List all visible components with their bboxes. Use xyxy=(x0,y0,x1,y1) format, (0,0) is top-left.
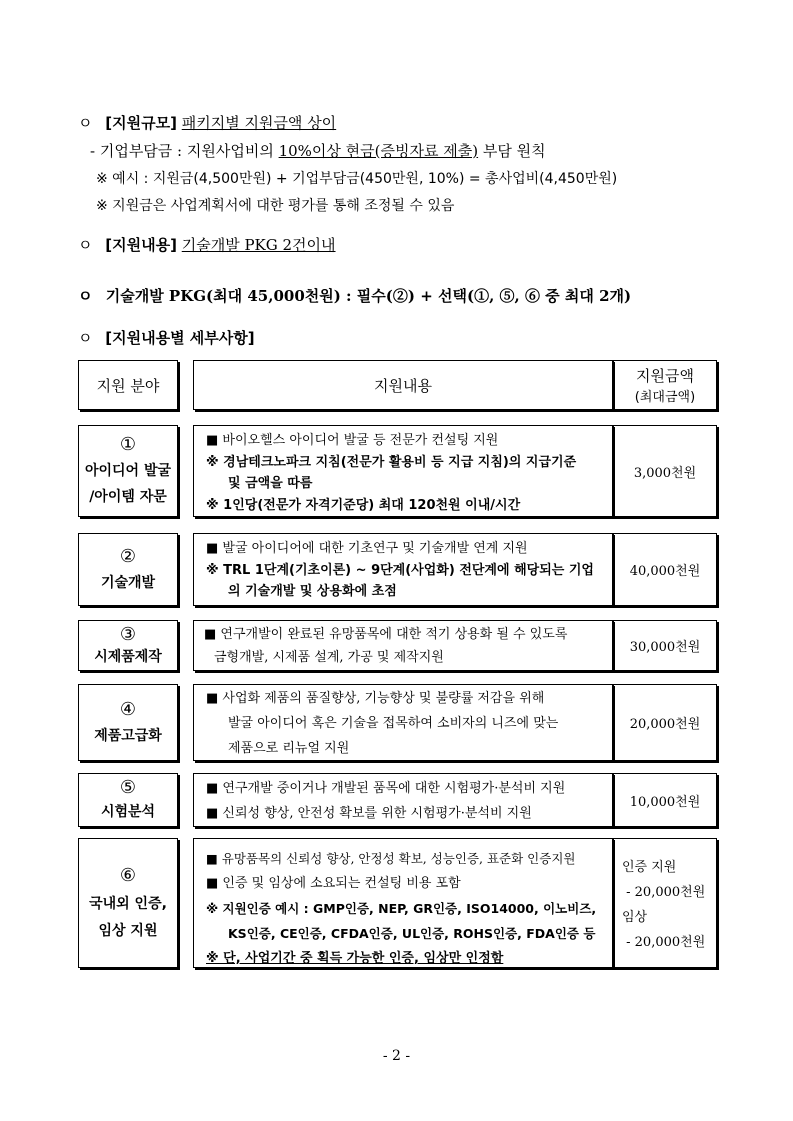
header-content xyxy=(193,360,613,410)
amount-line: - 20,000천원 xyxy=(622,885,706,900)
row-content-1 xyxy=(193,425,613,517)
row-name: 임상 지원 xyxy=(98,923,158,939)
list-item: ■ 유망품목의 신뢰성 향상, 안정성 확보, 성능인증, 표준화 인증지원 xyxy=(206,851,576,866)
bullet: ㅇ xyxy=(78,287,93,305)
header-amount-sub: (최대금액) xyxy=(634,390,696,405)
list-item: ■ 인증 및 임상에 소요되는 컨설팅 비용 포함 xyxy=(206,876,461,891)
row-name: 기술개발 xyxy=(100,574,156,591)
amount-value: 40,000천원 xyxy=(629,564,701,579)
row-number: ⑤ xyxy=(119,777,137,798)
row-field-5 xyxy=(78,773,178,827)
list-item: 제품으로 리뉴얼 지원 xyxy=(228,741,350,756)
bullet: ㅇ xyxy=(78,114,93,132)
bullet: ㅇ xyxy=(78,236,93,254)
header-amount xyxy=(613,360,717,410)
list-item: KS인증, CE인증, CFDA인증, UL인증, ROHS인증, FDA인증 등 xyxy=(228,926,596,941)
list-item: ※ 지원인증 예시 : GMP인증, NEP, GR인증, ISO14000, 이노비즈, xyxy=(206,901,597,916)
content-label: [지원내용] xyxy=(105,236,177,254)
row-amount-4 xyxy=(613,684,717,761)
row-amount-5 xyxy=(613,773,717,827)
list-item: 및 금액을 따름 xyxy=(228,476,313,491)
list-item: ■ 신뢰성 향상, 안전성 확보를 위한 시험평가·분석비 지원 xyxy=(206,806,532,821)
adjust-note: ※ 지원금은 사업계획서에 대한 평가를 통해 조정될 수 있음 xyxy=(96,198,455,214)
list-item: ■ 연구개발이 완료된 유망품목에 대한 적기 상용화 될 수 있도록 xyxy=(204,627,568,642)
content-value: 기술개발 PKG 2건이내 xyxy=(181,236,336,254)
row-amount-6 xyxy=(613,838,717,968)
example-note: ※ 예시 : 지원금(4,500만원) + 기업부담금(450만원, 10%) = 총사업비(4,450만원) xyxy=(96,171,618,187)
row-amount-2 xyxy=(613,533,717,606)
page-number: - 2 - xyxy=(382,1048,411,1064)
row-number: ① xyxy=(119,434,137,455)
content-line xyxy=(78,234,336,255)
row-number: ④ xyxy=(119,698,137,720)
row-number: ③ xyxy=(119,623,137,645)
row-name: 시제품제작 xyxy=(94,648,162,665)
amount-value: 3,000천원 xyxy=(633,465,697,481)
header-field-label: 지원 분야 xyxy=(96,376,160,395)
burden-underline: 10%이상 현금(증빙자료 제출) xyxy=(278,142,479,160)
list-item: ※ 1인당(전문가 자격기준당) 최대 120천원 이내/시간 xyxy=(206,498,521,513)
list-item: ■ 바이오헬스 아이디어 발굴 등 전문가 컨설팅 지원 xyxy=(206,433,499,448)
pkg-line xyxy=(78,285,631,306)
row-amount-3 xyxy=(613,620,717,671)
list-item: ※ 경남테크노파크 지침(전문가 활용비 등 지급 지침)의 지급기준 xyxy=(206,455,577,470)
row-field-3 xyxy=(78,620,178,671)
row-field-1 xyxy=(78,425,178,517)
amount-line: 임상 xyxy=(622,910,648,925)
scale-label: [지원규모] xyxy=(105,114,177,132)
row-amount-1 xyxy=(613,425,717,517)
row-name: /아이템 자문 xyxy=(89,489,167,505)
row-content-4 xyxy=(193,684,613,761)
amount-line: - 20,000천원 xyxy=(622,935,706,950)
amount-line: 인증 지원 xyxy=(622,860,677,875)
row-number: ⑥ xyxy=(119,865,137,886)
row-content-3 xyxy=(193,620,613,671)
row-number: ② xyxy=(119,545,137,567)
header-field xyxy=(78,360,178,410)
list-item: 발굴 아이디어 혹은 기술을 접목하여 소비자의 니즈에 맞는 xyxy=(228,716,559,731)
row-field-2 xyxy=(78,533,178,606)
row-name: 시험분석 xyxy=(100,804,156,820)
pkg-text: 기술개발 PKG(최대 45,000천원) : 필수(②) + 선택(①, ⑤, ⑥ 중 최대 2개) xyxy=(105,287,632,305)
scale-line xyxy=(78,112,336,133)
burden-prefix: - 기업부담금 : 지원사업비의 xyxy=(90,142,279,160)
row-content-2 xyxy=(193,533,613,606)
amount-value: 10,000천원 xyxy=(629,794,701,810)
detail-line xyxy=(78,327,255,348)
header-content-label: 지원내용 xyxy=(374,376,432,395)
list-item: ※ TRL 1단계(기초이론) ~ 9단계(사업화) 전단계에 해당되는 기업 xyxy=(206,563,594,578)
row-field-4 xyxy=(78,684,178,761)
list-item: ■ 연구개발 중이거나 개발된 품목에 대한 시험평가·분석비 지원 xyxy=(206,781,566,796)
row-name: 국내외 인증, xyxy=(89,896,167,912)
list-item: 의 기술개발 및 상용화에 초점 xyxy=(228,584,397,599)
row-content-5 xyxy=(193,773,613,827)
amount-value: 20,000천원 xyxy=(629,717,701,732)
row-name: 제품고급화 xyxy=(94,727,162,744)
header-amount-label: 지원금액 xyxy=(636,367,694,385)
detail-label: [지원내용별 세부사항] xyxy=(105,329,255,347)
row-name: 아이디어 발굴 xyxy=(84,463,172,479)
row-field-6 xyxy=(78,838,178,968)
list-item: 금형개발, 시제품 설계, 가공 및 제작지원 xyxy=(214,650,444,665)
burden-suffix: 부담 원칙 xyxy=(478,142,546,160)
list-item: ■ 발굴 아이디어에 대한 기초연구 및 기술개발 연계 지원 xyxy=(206,541,528,556)
bullet: ㅇ xyxy=(78,329,93,347)
row-content-6 xyxy=(193,838,613,968)
list-item: ※ 단, 사업기간 중 획득 가능한 인증, 임상만 인정함 xyxy=(206,951,504,966)
amount-value: 30,000천원 xyxy=(629,640,701,655)
burden-line xyxy=(90,140,546,161)
list-item: ■ 사업화 제품의 품질향상, 기능향상 및 불량률 저감을 위해 xyxy=(206,691,545,706)
scale-value: 패키지별 지원금액 상이 xyxy=(181,114,337,132)
